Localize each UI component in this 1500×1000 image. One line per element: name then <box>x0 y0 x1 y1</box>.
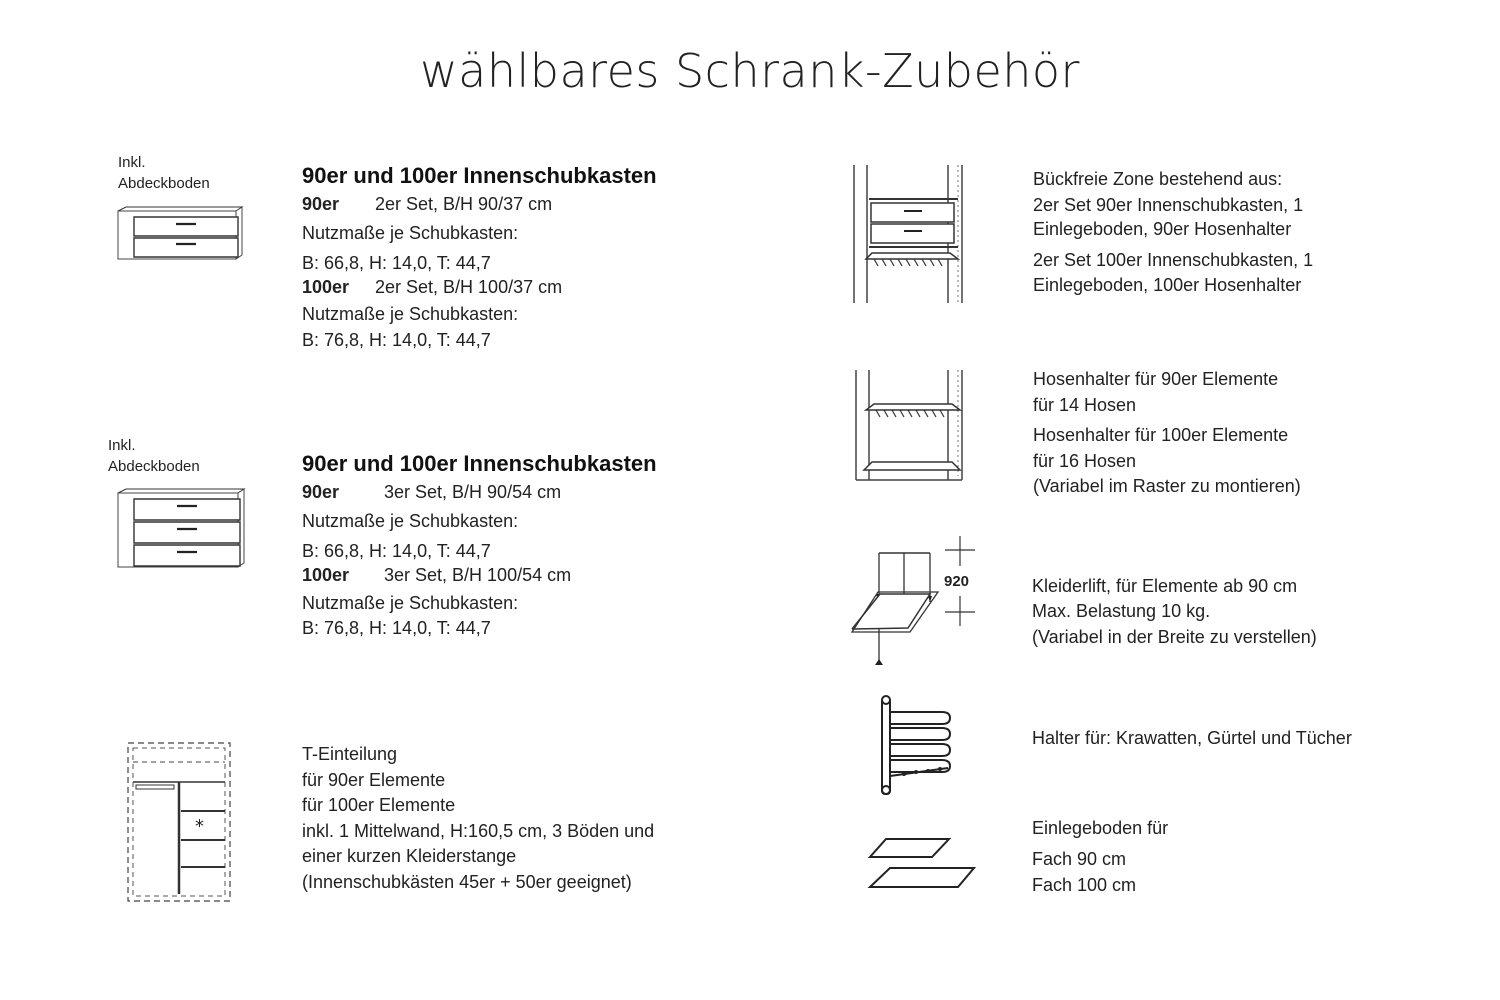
text-line: Hosenhalter für 100er Elemente <box>1033 425 1289 445</box>
caption-abdeckboden-1 <box>118 152 210 194</box>
spec-row <box>302 482 562 502</box>
drawer-front <box>134 217 238 236</box>
hook <box>902 772 906 776</box>
drawer-front <box>134 499 240 520</box>
bueckfreie-zone-illustration <box>852 165 968 305</box>
spec-value: 2er Set, B/H 90/37 cm <box>375 194 553 214</box>
drawer-set-3-illustration <box>116 487 248 569</box>
text-line: Max. Belastung 10 kg. <box>1032 601 1211 621</box>
text-line: Fach 100 cm <box>1032 875 1137 895</box>
trouser-bars <box>874 259 942 266</box>
text-line: 2er Set 100er Innenschubkasten, 1 <box>1033 250 1314 270</box>
halter-text: Halter für: Krawatten, Gürtel und Tücher <box>1032 728 1352 748</box>
text-line: einer kurzen Kleiderstange <box>302 846 517 867</box>
t-einteilung-illustration <box>124 740 234 904</box>
clothes-rail <box>136 785 174 789</box>
halter-arm <box>890 712 950 724</box>
spec-row: B: 76,8, H: 14,0, T: 44,7 <box>302 618 491 638</box>
spec-row: B: 76,8, H: 14,0, T: 44,7 <box>302 330 491 350</box>
text-line: für 90er Elemente <box>302 769 446 790</box>
caption-line: Abdeckboden <box>118 175 210 192</box>
caption-abdeckboden-2 <box>108 435 200 477</box>
text-line: (Variabel in der Breite zu verstellen) <box>1032 627 1317 647</box>
bottom-shelf <box>864 462 960 470</box>
spec-row: Nutzmaße je Schubkasten: <box>302 593 519 613</box>
halter-illustration <box>876 694 960 800</box>
spec-key: 90er <box>302 482 340 502</box>
drawer-front <box>134 522 240 543</box>
section-heading-2er: 90er und 100er Innenschubkasten <box>302 163 657 188</box>
t-einteilung-text <box>302 742 654 896</box>
drawer-front <box>871 203 954 222</box>
caption-line: Abdeckboden <box>108 458 200 475</box>
hook <box>938 767 942 771</box>
text-line: Bückfreie Zone bestehend aus: <box>1033 169 1283 189</box>
spec-row <box>302 565 572 585</box>
drawer-front <box>134 238 238 257</box>
text-line: (Innenschubkästen 45er + 50er geeignet) <box>302 871 632 892</box>
text-line: Einlegeboden, 90er Hosenhalter <box>1033 219 1292 239</box>
halter-mount <box>882 696 890 704</box>
text-line: (Variabel im Raster zu montieren) <box>1033 476 1301 496</box>
drawer-top <box>118 489 244 493</box>
spec-row <box>302 194 553 214</box>
hosenhalter-illustration <box>852 370 968 484</box>
text-line: für 100er Elemente <box>302 795 456 816</box>
text-line: T-Einteilung <box>302 744 398 764</box>
halter-mount <box>882 786 890 794</box>
dimension-label: 920 <box>944 573 970 590</box>
trouser-bars <box>876 410 944 417</box>
spec-value: 2er Set, B/H 100/37 cm <box>375 277 563 297</box>
kleiderlift-illustration <box>850 532 980 672</box>
text-line: Einlegeboden für <box>1032 818 1169 838</box>
hook <box>914 770 918 774</box>
drawer-set-2-illustration <box>116 205 246 263</box>
spec-value: 3er Set, B/H 90/54 cm <box>384 482 562 502</box>
text-line: 2er Set 90er Innenschubkasten, 1 <box>1033 195 1304 215</box>
lift-rod <box>852 594 930 629</box>
spec-key: 100er <box>302 277 350 297</box>
halter-bar <box>882 698 890 794</box>
drawer-top <box>118 207 242 211</box>
text-line: Einlegeboden, 100er Hosenhalter <box>1033 275 1302 295</box>
spec-value: 3er Set, B/H 100/54 cm <box>384 565 572 585</box>
spec-row: Nutzmaße je Schubkasten: <box>302 223 519 243</box>
drawer-front <box>871 224 954 243</box>
shelf-board-90 <box>870 839 949 857</box>
page-title: wählbares Schrank-Zubehör <box>420 44 1080 98</box>
shelf-board-100 <box>870 868 974 887</box>
text-line: Kleiderlift, für Elemente ab 90 cm <box>1032 576 1298 596</box>
asterisk-mark: * <box>195 816 204 837</box>
text-line: inkl. 1 Mittelwand, H:160,5 cm, 3 Böden und <box>302 820 655 841</box>
spec-key: 90er <box>302 194 340 214</box>
halter-arm <box>890 728 950 740</box>
spec-row: Nutzmaße je Schubkasten: <box>302 304 519 324</box>
spec-row: Nutzmaße je Schubkasten: <box>302 511 519 531</box>
arrow-head <box>875 659 883 665</box>
text-line: Fach 90 cm <box>1032 849 1127 869</box>
trouser-holder <box>866 404 960 410</box>
halter-arm <box>890 744 950 756</box>
section-heading-3er: 90er und 100er Innenschubkasten <box>302 451 657 476</box>
text-line: für 14 Hosen <box>1033 395 1137 415</box>
caption-line: Inkl. <box>108 437 136 454</box>
hook <box>926 769 930 773</box>
einlegeboden-illustration <box>868 836 978 894</box>
spec-row: B: 66,8, H: 14,0, T: 44,7 <box>302 253 491 273</box>
spec-key: 100er <box>302 565 350 585</box>
caption-line: Inkl. <box>118 154 146 171</box>
text-line: Hosenhalter für 90er Elemente <box>1033 369 1279 389</box>
text-line: für 16 Hosen <box>1033 451 1137 471</box>
spec-row <box>302 277 563 297</box>
drawer-front <box>134 545 240 566</box>
trouser-holder <box>866 253 958 259</box>
spec-row: B: 66,8, H: 14,0, T: 44,7 <box>302 541 491 561</box>
